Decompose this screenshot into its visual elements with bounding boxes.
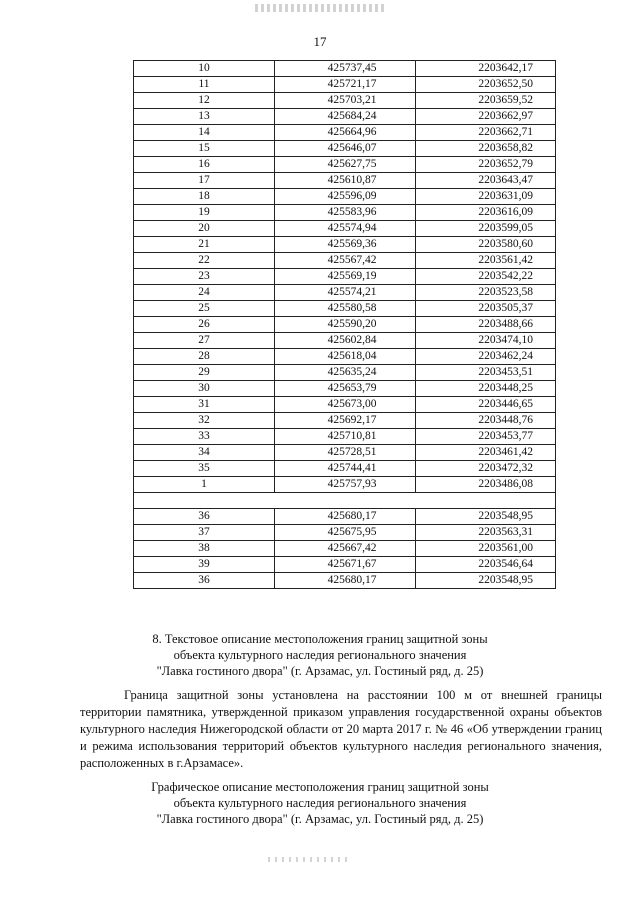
x-coordinate-cell: 425567,42: [275, 253, 416, 269]
x-coordinate-cell: 425580,58: [275, 301, 416, 317]
x-coordinate-cell: 425574,21: [275, 285, 416, 301]
y-coordinate-cell: 2203658,82: [416, 141, 556, 157]
x-coordinate-cell: 425671,67: [275, 557, 416, 573]
footer-stamp-mark: [268, 857, 352, 862]
point-number-cell: 22: [134, 253, 275, 269]
y-coordinate-cell: 2203448,25: [416, 381, 556, 397]
x-coordinate-cell: 425618,04: [275, 349, 416, 365]
table-row: [134, 61, 556, 77]
x-coordinate-cell: 425728,51: [275, 445, 416, 461]
point-number-cell: 38: [134, 541, 275, 557]
x-coordinate-cell: 425673,00: [275, 397, 416, 413]
x-coordinate-cell: 425684,24: [275, 109, 416, 125]
point-number-cell: 14: [134, 125, 275, 141]
y-coordinate-cell: 2203561,42: [416, 253, 556, 269]
y-coordinate-cell: 2203652,79: [416, 157, 556, 173]
x-coordinate-cell: 425721,17: [275, 77, 416, 93]
point-number-cell: 1: [134, 477, 275, 493]
point-number-cell: 31: [134, 397, 275, 413]
y-coordinate-cell: 2203542,22: [416, 269, 556, 285]
y-coordinate-cell: 2203453,51: [416, 365, 556, 381]
point-number-cell: 10: [134, 61, 275, 77]
point-number-cell: 18: [134, 189, 275, 205]
table-row: [134, 525, 556, 541]
y-coordinate-cell: 2203474,10: [416, 333, 556, 349]
y-coordinate-cell: 2203642,17: [416, 61, 556, 77]
x-coordinate-cell: 425744,41: [275, 461, 416, 477]
y-coordinate-cell: 2203631,09: [416, 189, 556, 205]
point-number-cell: 15: [134, 141, 275, 157]
x-coordinate-cell: 425610,87: [275, 173, 416, 189]
y-coordinate-cell: 2203505,37: [416, 301, 556, 317]
y-coordinate-cell: 2203523,58: [416, 285, 556, 301]
y-coordinate-cell: 2203662,71: [416, 125, 556, 141]
x-coordinate-cell: 425569,19: [275, 269, 416, 285]
point-number-cell: 30: [134, 381, 275, 397]
y-coordinate-cell: 2203599,05: [416, 221, 556, 237]
x-coordinate-cell: 425680,17: [275, 573, 416, 589]
y-coordinate-cell: 2203563,31: [416, 525, 556, 541]
x-coordinate-cell: 425653,79: [275, 381, 416, 397]
point-number-cell: 27: [134, 333, 275, 349]
table-row: [134, 413, 556, 429]
table-row: [134, 125, 556, 141]
zone-boundary-paragraph: Граница защитной зоны установлена на расстоянии 100 м от внешней границы территории памятника, утвержденной приказом управления государственной охраны объектов культурного наследия Нижегородской области от 20 марта 2017 г. № 46 «Об утверждении границ и режима использования территорий объектов культурного наследия регионального значения, расположенных в г.Арзамасе».: [80, 688, 602, 770]
table-separator-row: [134, 493, 556, 509]
y-coordinate-cell: 2203548,95: [416, 509, 556, 525]
table-row: [134, 141, 556, 157]
y-coordinate-cell: 2203580,60: [416, 237, 556, 253]
header-stamp-mark: [255, 4, 385, 12]
table-row: [134, 173, 556, 189]
graphic-heading-line1: Графическое описание местоположения границ защитной зоны: [151, 780, 489, 794]
point-number-cell: 25: [134, 301, 275, 317]
section8-heading: [0, 631, 640, 679]
point-number-cell: 21: [134, 237, 275, 253]
table-row: [134, 381, 556, 397]
y-coordinate-cell: 2203472,32: [416, 461, 556, 477]
section8-heading-line1: 8. Текстовое описание местоположения границ защитной зоны: [152, 632, 488, 646]
table-row: [134, 301, 556, 317]
table-row: [134, 349, 556, 365]
x-coordinate-cell: 425692,17: [275, 413, 416, 429]
table-row: [134, 445, 556, 461]
table-row: [134, 109, 556, 125]
coordinates-table-part2: [134, 509, 556, 589]
point-number-cell: 24: [134, 285, 275, 301]
table-row: [134, 477, 556, 493]
table-row: [134, 77, 556, 93]
section8-heading-line3: "Лавка гостиного двора" (г. Арзамас, ул. Гостиный ряд, д. 25): [156, 664, 484, 678]
y-coordinate-cell: 2203548,95: [416, 573, 556, 589]
table-row: [134, 365, 556, 381]
y-coordinate-cell: 2203448,76: [416, 413, 556, 429]
x-coordinate-cell: 425667,42: [275, 541, 416, 557]
table-row: [134, 221, 556, 237]
table-row: [134, 205, 556, 221]
x-coordinate-cell: 425757,93: [275, 477, 416, 493]
table-row: [134, 93, 556, 109]
y-coordinate-cell: 2203643,47: [416, 173, 556, 189]
table-row: [134, 285, 556, 301]
table-row: [134, 237, 556, 253]
point-number-cell: 36: [134, 573, 275, 589]
point-number-cell: 35: [134, 461, 275, 477]
y-coordinate-cell: 2203446,65: [416, 397, 556, 413]
x-coordinate-cell: 425664,96: [275, 125, 416, 141]
coordinates-table-part1: [134, 61, 556, 493]
y-coordinate-cell: 2203486,08: [416, 477, 556, 493]
point-number-cell: 26: [134, 317, 275, 333]
point-number-cell: 16: [134, 157, 275, 173]
x-coordinate-cell: 425680,17: [275, 509, 416, 525]
x-coordinate-cell: 425710,81: [275, 429, 416, 445]
x-coordinate-cell: 425574,94: [275, 221, 416, 237]
point-number-cell: 13: [134, 109, 275, 125]
point-number-cell: 34: [134, 445, 275, 461]
coordinates-table: [133, 60, 556, 589]
table-separator-cell: [134, 493, 556, 509]
y-coordinate-cell: 2203462,24: [416, 349, 556, 365]
x-coordinate-cell: 425590,20: [275, 317, 416, 333]
x-coordinate-cell: 425596,09: [275, 189, 416, 205]
y-coordinate-cell: 2203453,77: [416, 429, 556, 445]
table-row: [134, 317, 556, 333]
table-row: [134, 189, 556, 205]
point-number-cell: 37: [134, 525, 275, 541]
x-coordinate-cell: 425703,21: [275, 93, 416, 109]
table-row: [134, 333, 556, 349]
table-row: [134, 573, 556, 589]
table-row: [134, 429, 556, 445]
point-number-cell: 39: [134, 557, 275, 573]
table-row: [134, 253, 556, 269]
table-row: [134, 461, 556, 477]
graphic-heading-line3: "Лавка гостиного двора" (г. Арзамас, ул. Гостиный ряд, д. 25): [156, 812, 484, 826]
point-number-cell: 20: [134, 221, 275, 237]
point-number-cell: 33: [134, 429, 275, 445]
x-coordinate-cell: 425602,84: [275, 333, 416, 349]
y-coordinate-cell: 2203662,97: [416, 109, 556, 125]
table-row: [134, 557, 556, 573]
point-number-cell: 19: [134, 205, 275, 221]
graphic-description-heading: [0, 779, 640, 827]
x-coordinate-cell: 425675,95: [275, 525, 416, 541]
page-number: 17: [313, 34, 327, 49]
point-number-cell: 28: [134, 349, 275, 365]
table-row: [134, 541, 556, 557]
point-number-cell: 32: [134, 413, 275, 429]
x-coordinate-cell: 425737,45: [275, 61, 416, 77]
point-number-cell: 36: [134, 509, 275, 525]
point-number-cell: 17: [134, 173, 275, 189]
table-row: [134, 269, 556, 285]
x-coordinate-cell: 425635,24: [275, 365, 416, 381]
coordinates-table-separator: [134, 493, 556, 509]
y-coordinate-cell: 2203561,00: [416, 541, 556, 557]
point-number-cell: 23: [134, 269, 275, 285]
graphic-heading-line2: объекта культурного наследия регионального значения: [173, 796, 467, 810]
point-number-cell: 29: [134, 365, 275, 381]
table-row: [134, 509, 556, 525]
x-coordinate-cell: 425569,36: [275, 237, 416, 253]
y-coordinate-cell: 2203616,09: [416, 205, 556, 221]
point-number-cell: 11: [134, 77, 275, 93]
y-coordinate-cell: 2203461,42: [416, 445, 556, 461]
table-row: [134, 397, 556, 413]
y-coordinate-cell: 2203488,66: [416, 317, 556, 333]
section8-heading-line2: объекта культурного наследия регионального значения: [173, 648, 467, 662]
y-coordinate-cell: 2203659,52: [416, 93, 556, 109]
point-number-cell: 12: [134, 93, 275, 109]
x-coordinate-cell: 425583,96: [275, 205, 416, 221]
x-coordinate-cell: 425627,75: [275, 157, 416, 173]
x-coordinate-cell: 425646,07: [275, 141, 416, 157]
y-coordinate-cell: 2203546,64: [416, 557, 556, 573]
y-coordinate-cell: 2203652,50: [416, 77, 556, 93]
table-row: [134, 157, 556, 173]
